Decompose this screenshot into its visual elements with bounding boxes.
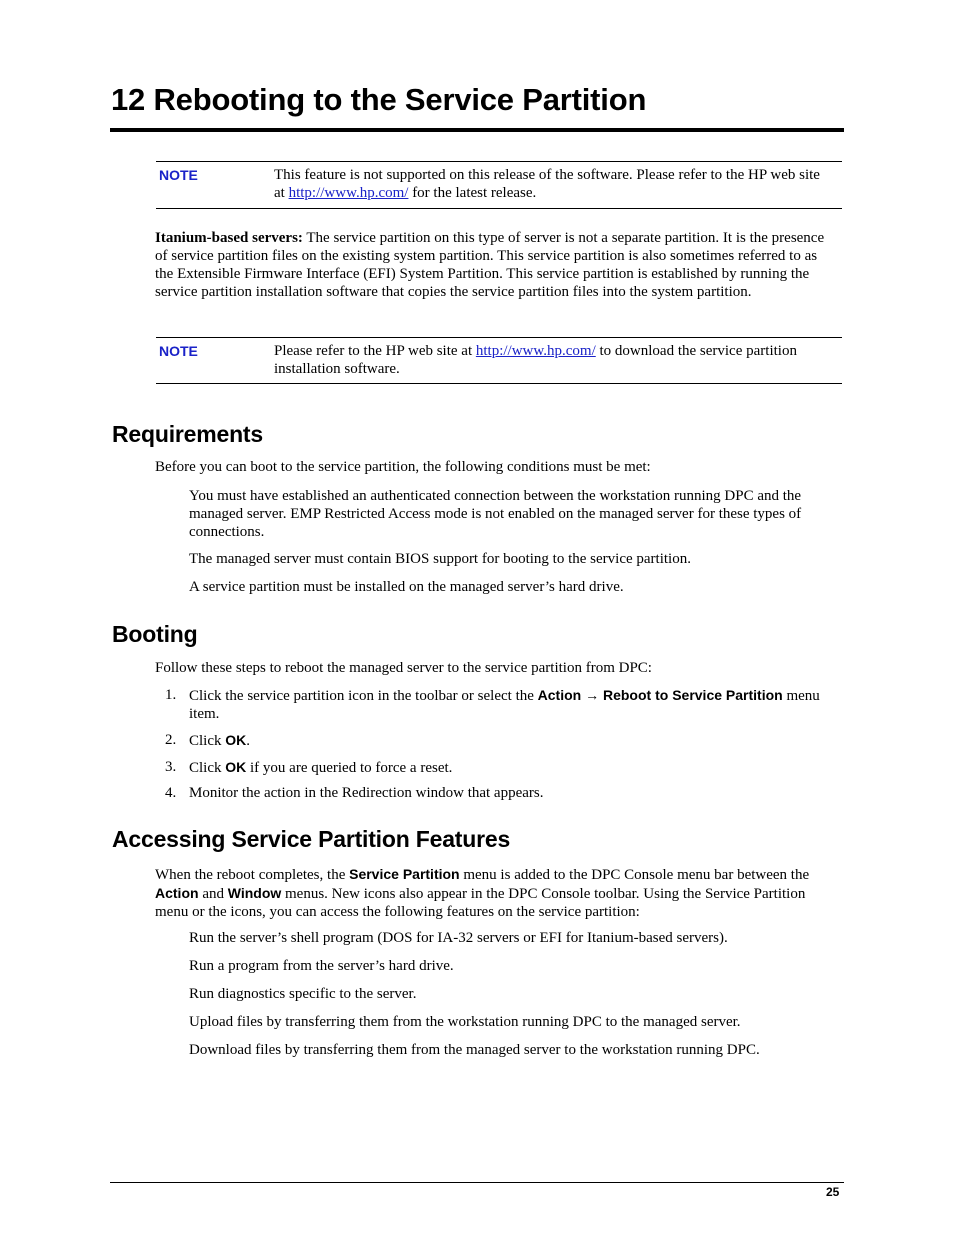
step-text: Monitor the action in the Redirection window that appears. bbox=[189, 785, 544, 801]
feature-item: Download files by transferring them from the managed server to the workstation running DPC. bbox=[189, 1042, 760, 1058]
step-number: 1. bbox=[165, 687, 177, 703]
chapter-title: 12 Rebooting to the Service Partition bbox=[111, 82, 647, 117]
hp-website-link[interactable]: http://www.hp.com/ bbox=[288, 185, 409, 201]
step-text-before: Click the service partition icon in the toolbar or select the bbox=[189, 688, 538, 704]
step-text bbox=[189, 731, 839, 750]
note-text bbox=[274, 166, 834, 202]
features-intro bbox=[155, 865, 835, 921]
booting-intro: Follow these steps to reboot the managed server to the service partition from DPC: bbox=[155, 660, 652, 676]
step-text-before: Click bbox=[189, 733, 226, 749]
note-label: NOTE bbox=[159, 343, 198, 359]
requirement-item: A service partition must be installed on the managed server’s hard drive. bbox=[189, 579, 624, 595]
note-text-after: to download the service partition installation software. bbox=[274, 343, 797, 377]
page-number: 25 bbox=[826, 1185, 840, 1199]
section-heading-requirements: Requirements bbox=[112, 421, 263, 447]
step-text-after: if you are queried to force a reset. bbox=[246, 760, 453, 776]
features-intro-text: When the reboot completes, the bbox=[155, 867, 350, 883]
section-heading-features: Accessing Service Partition Features bbox=[112, 826, 511, 852]
ok-button-label: OK bbox=[225, 732, 247, 748]
feature-item: Run a program from the server’s hard drive. bbox=[189, 958, 454, 974]
requirement-item: You must have established an authenticated connection between the workstation running DPC and the managed server. EMP Restricted Access mode is not enabled on the managed server for these types of connections. bbox=[189, 488, 802, 540]
itanium-paragraph bbox=[155, 229, 835, 301]
note-box bbox=[156, 337, 842, 384]
menu-service-partition: Service Partition bbox=[349, 866, 460, 882]
itanium-lead: Itanium-based servers: bbox=[155, 230, 303, 246]
step-text-before: Click bbox=[189, 760, 226, 776]
chapter-title-rule bbox=[110, 128, 844, 132]
footer-rule bbox=[110, 1182, 844, 1183]
note-text-after: for the latest release. bbox=[408, 185, 537, 201]
menu-action: Action bbox=[155, 885, 199, 901]
menu-action: Action bbox=[537, 687, 582, 703]
step-number: 3. bbox=[165, 759, 177, 775]
requirement-item: The managed server must contain BIOS support for booting to the service partition. bbox=[189, 551, 691, 567]
features-intro-text: menu is added to the DPC Console menu bar between the bbox=[459, 867, 810, 883]
note-text-before: This feature is not supported on this release of the software. Please refer to the HP web site at bbox=[274, 167, 820, 201]
features-intro-text: menus. New icons also appear in the DPC Console toolbar. Using the Service Partition menu or the icons, you can access the following features on the service partition: bbox=[155, 886, 806, 920]
itanium-text: The service partition on this type of server is not a separate partition. It is the presence of service partition files on the existing system partition. This service partition is also sometimes referred to as the Extensible Firmware Interface (EFI) System Partition. This service partition is established by running the service partition installation software that copies the service partition files into the system partition. bbox=[155, 230, 825, 300]
note-text-before: Please refer to the HP web site at bbox=[274, 343, 476, 359]
ok-button-label: OK bbox=[225, 759, 247, 775]
step-text-after: . bbox=[246, 733, 250, 749]
menu-window: Window bbox=[227, 885, 282, 901]
step-number: 4. bbox=[165, 785, 177, 801]
note-text bbox=[274, 342, 834, 378]
features-intro-text: and bbox=[198, 886, 228, 902]
note-label: NOTE bbox=[159, 167, 198, 183]
step-number: 2. bbox=[165, 732, 177, 748]
section-heading-booting: Booting bbox=[112, 621, 198, 647]
step-text bbox=[189, 686, 839, 723]
note-box bbox=[156, 161, 842, 209]
feature-item: Run diagnostics specific to the server. bbox=[189, 986, 417, 1002]
feature-item: Run the server’s shell program (DOS for IA-32 servers or EFI for Itanium-based servers). bbox=[189, 930, 728, 946]
menu-reboot-to-service-partition: Reboot to Service Partition bbox=[602, 687, 783, 703]
step-text bbox=[189, 758, 839, 777]
feature-item: Upload files by transferring them from the workstation running DPC to the managed server. bbox=[189, 1014, 741, 1030]
menu-arrow: → bbox=[581, 687, 603, 703]
step-text-after: menu item. bbox=[189, 688, 820, 722]
hp-website-link[interactable]: http://www.hp.com/ bbox=[475, 343, 596, 359]
requirements-intro: Before you can boot to the service partition, the following conditions must be met: bbox=[155, 459, 651, 475]
